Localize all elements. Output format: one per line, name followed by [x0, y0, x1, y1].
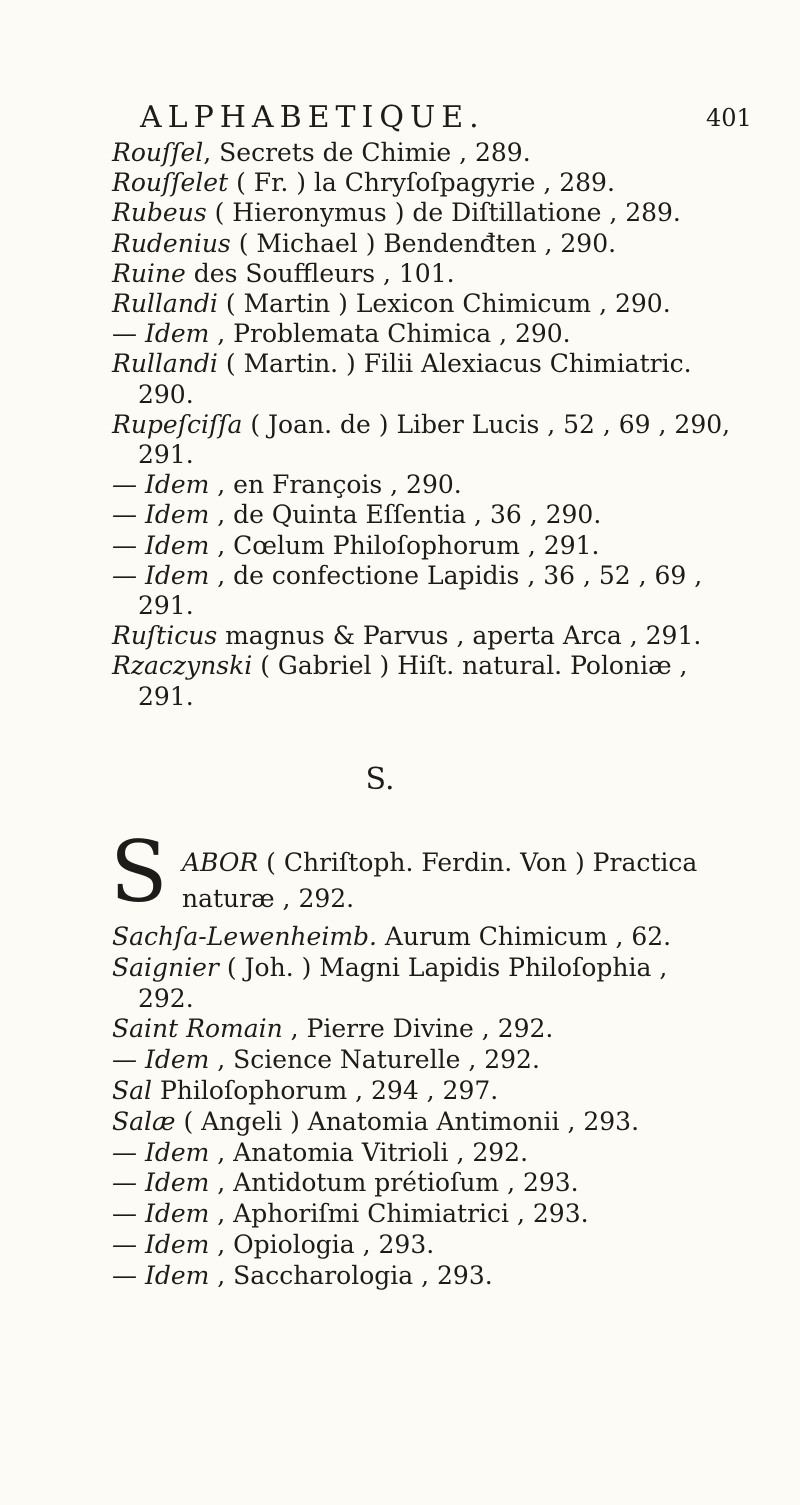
entry-text: , de Quinta Eſſentia , 36 , 290.: [209, 500, 602, 530]
entry-heading: Saint Romain: [112, 1014, 283, 1044]
index-entry: [112, 166, 772, 200]
entry-heading: Rullandi: [112, 349, 218, 379]
index-entry: [112, 649, 772, 683]
entry-heading: ABOR: [182, 848, 259, 877]
index-entry: [112, 257, 772, 291]
page-header: [0, 98, 800, 138]
entry-text: , Secrets de Chimie , 289.: [203, 138, 531, 167]
index-entry: [112, 1043, 772, 1077]
entry-heading: — Idem: [112, 1199, 210, 1229]
entry-text: , Aphoriſmi Chimiatrici , 293.: [209, 1199, 589, 1229]
index-entry: [112, 347, 772, 381]
index-entry: [112, 317, 772, 351]
entry-continuation: 292.: [138, 983, 194, 1013]
entry-text: , Pierre Divine , 292.: [282, 1014, 554, 1044]
index-entry: [112, 951, 772, 985]
entry-text: , de confectione Lapidis , 36 , 52 , 69 ,: [209, 560, 703, 590]
index-entry: [112, 1228, 772, 1262]
entry-text: Aurum Chimicum , 62.: [376, 922, 672, 951]
entry-heading: — Idem: [112, 530, 210, 560]
index-entry: [112, 196, 772, 230]
index-entry: [112, 287, 772, 321]
entry-heading: Rullandi: [112, 289, 218, 318]
entry-continuation: naturæ , 292.: [182, 884, 355, 913]
entry-text: , en François , 290.: [209, 470, 462, 500]
entry-text: ( Angeli ) Anatomia Antimonii , 293.: [175, 1106, 640, 1136]
entry-text: ( Joh. ) Magni Lapidis Philoſophia ,: [218, 952, 668, 982]
entry-heading: Sachſa-Lewenheimb.: [112, 922, 377, 951]
entry-heading: Saignier: [112, 952, 219, 982]
entry-heading: Rzaczynski: [112, 651, 253, 681]
entry-heading: — Idem: [112, 1168, 210, 1198]
entry-text: , Opiologia , 293.: [209, 1230, 435, 1259]
index-entry: [112, 1197, 772, 1231]
index-entry: [112, 136, 772, 170]
entry-text: , Anatomia Vitrioli , 292.: [209, 1137, 529, 1167]
entry-text: ( Chriſtoph. Ferdin. Von ) Practica: [258, 848, 698, 877]
entry-heading: Rouſſel: [112, 138, 204, 167]
entry-continuation: 291.: [138, 681, 194, 711]
index-entry: [112, 920, 772, 954]
entry-continuation: 290.: [138, 379, 194, 409]
drop-cap: S: [110, 823, 168, 921]
entry-continuation: 291.: [138, 591, 194, 620]
index-entry: [112, 468, 772, 502]
index-entry: [112, 529, 772, 563]
entry-heading: Rouſſelet: [112, 168, 229, 198]
entry-heading: Ruſticus: [112, 621, 218, 651]
entry-heading: Rudenius: [112, 228, 231, 258]
entry-text: , Science Naturelle , 292.: [209, 1045, 540, 1075]
page-number: 401: [706, 104, 752, 132]
entry-text: ( Martin. ) Filii Alexiacus Chimiatric.: [217, 349, 692, 379]
entry-heading: — Idem: [112, 1045, 210, 1075]
entry-text: ( Michael ) Bendenđten , 290.: [230, 228, 617, 258]
entry-heading: — Idem: [112, 560, 210, 590]
index-entry: [112, 408, 772, 442]
entry-text: , Saccharologia , 293.: [209, 1260, 493, 1290]
index-entry: [112, 1166, 772, 1200]
entry-text: , Problemata Chimica , 290.: [209, 319, 571, 349]
running-head: ALPHABETIQUE.: [140, 100, 485, 135]
entry-heading: Salæ: [112, 1106, 176, 1136]
entry-text: ( Hieronymus ) de Diſtillatione , 289.: [206, 198, 681, 228]
entry-continuation: 291.: [138, 440, 194, 469]
entry-heading: Ruine: [112, 258, 186, 288]
index-entry: [182, 846, 697, 880]
entry-text: ( Gabriel ) Hiſt. natural. Poloniæ ,: [252, 651, 688, 681]
index-entry: [112, 1136, 772, 1170]
entry-heading: Rubeus: [112, 198, 207, 228]
index-entry: [112, 1259, 772, 1293]
index-entry: [112, 559, 772, 593]
entry-heading: Rupeſciſſa: [112, 409, 243, 439]
index-entry: [112, 1074, 772, 1108]
entry-text: ( Martin ) Lexicon Chimicum , 290.: [217, 289, 671, 318]
entry-text: ( Joan. de ) Liber Lucis , 52 , 69 , 290,: [242, 409, 731, 439]
entry-heading: — Idem: [112, 470, 210, 500]
index-entry: [112, 1012, 772, 1046]
entry-text: , Cœlum Philoſophorum , 291.: [209, 530, 600, 560]
entry-heading: — Idem: [112, 319, 210, 349]
entry-heading: — Idem: [112, 1260, 210, 1290]
entry-text: des Souffleurs , 101.: [185, 258, 455, 288]
entry-heading: Sal: [112, 1076, 153, 1105]
entry-text: ( Fr. ) la Chryſoſpagyrie , 289.: [228, 168, 615, 198]
section-heading: S.: [365, 762, 395, 797]
index-entry: [112, 227, 772, 261]
entry-text: Philoſophorum , 294 , 297.: [152, 1076, 499, 1105]
entry-heading: — Idem: [112, 500, 210, 530]
entry-text: , Antidotum prétioſum , 293.: [209, 1168, 579, 1198]
index-entry: [112, 1105, 772, 1139]
index-entry: [112, 498, 772, 532]
entry-text: magnus & Parvus , aperta Arca , 291.: [217, 621, 702, 651]
entry-heading: — Idem: [112, 1137, 210, 1167]
entry-heading: — Idem: [112, 1230, 210, 1259]
index-entry: [112, 619, 772, 653]
